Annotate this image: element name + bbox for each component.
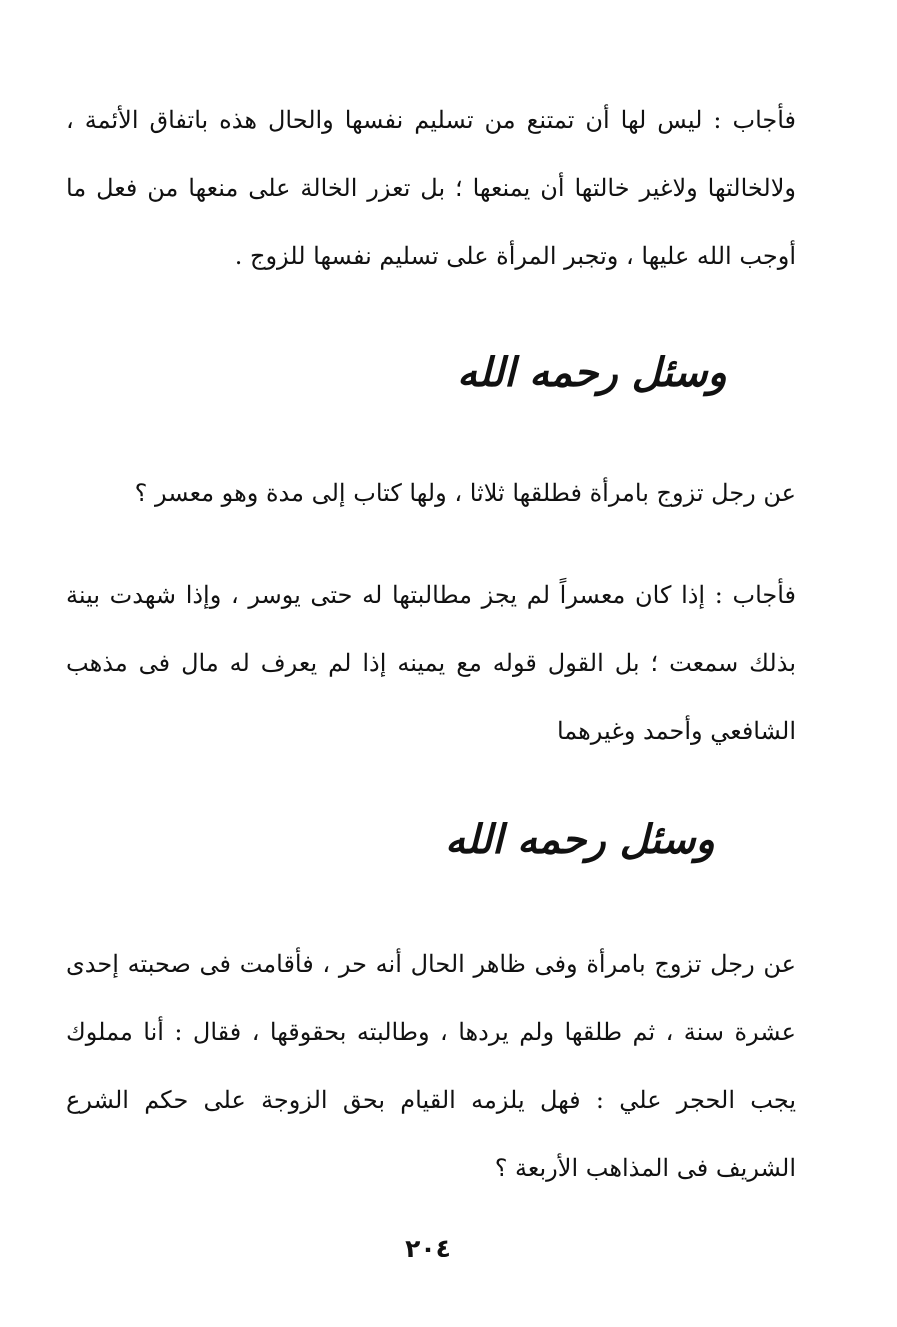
question-paragraph-2: عن رجل تزوج بامرأة وفى ظاهر الحال أنه حر ، فأقامت فى صحبته إحدى عشرة سنة ، ثم طلقها ولم يردها ، وطالبته بحقوقها ، فقال : أنا مملوك يجب الحجر علي : فهل يلزمه القيام بحق الزوجة على حكم الشرع الشريف فى المذاهب الأربعة ؟ <box>66 950 797 1182</box>
question-paragraph-1: عن رجل تزوج بامرأة فطلقها ثلاثا ، ولها كتاب إلى مدة وهو معسر ؟ <box>134 479 796 507</box>
answer-paragraph-1: فأجاب : ليس لها أن تمتنع من تسليم نفسها والحال هذه باتفاق الأئمة ، ولالخالتها ولاغير خالتها أن يمنعها ؛ بل تعزر الخالة على منعها من فعل ما أوجب الله عليها ، وتجبر المرأة على تسليم نفسها للزوج . <box>66 106 797 270</box>
section-heading-2: وسئل رحمه الله <box>445 817 715 863</box>
page-number: ٢٠٤ <box>405 1234 451 1263</box>
answer-paragraph-2: فأجاب : إذا كان معسراً لم يجز مطالبتها له حتى يوسر ، وإذا شهدت بينة بذلك سمعت ؛ بل القول قوله مع يمينه إذا لم يعرف له مال فى مذهب الشافعي وأحمد وغيرهما <box>66 581 796 745</box>
section-heading-1: وسئل رحمه الله <box>457 350 727 396</box>
